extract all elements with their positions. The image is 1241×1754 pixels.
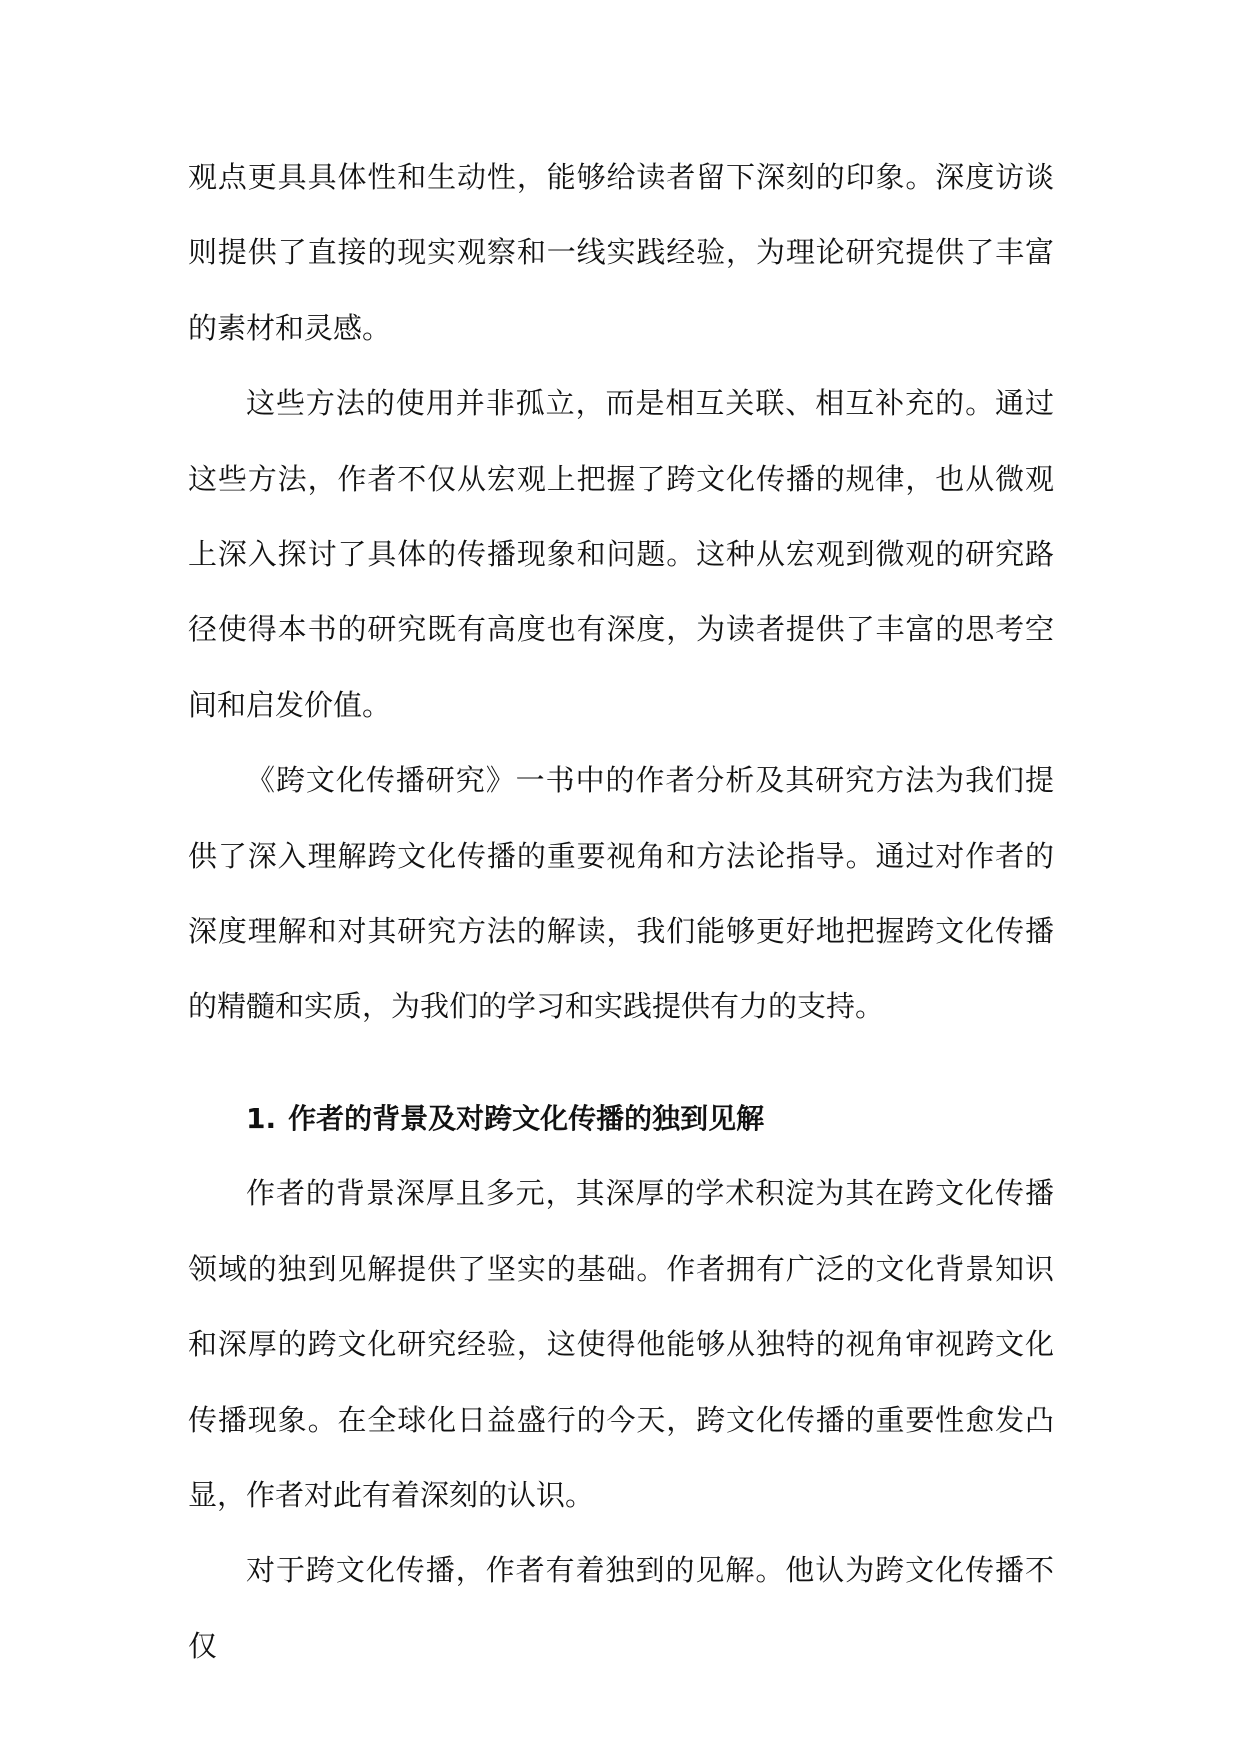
paragraph-continuation: 观点更具具体性和生动性，能够给读者留下深刻的印象。深度访谈则提供了直接的现实观察和一线实践经验，为理论研究提供了丰富的素材和灵感。 — [188, 160, 1054, 345]
paragraph-summary: 《跨文化传播研究》一书中的作者分析及其研究方法为我们提供了深入理解跨文化传播的重要视角和方法论指导。通过对作者的深度理解和对其研究方法的解读，我们能够更好地把握跨文化传播的精髓和实质，为我们的学习和实践提供有力的支持。 — [188, 763, 1054, 1024]
section-title: 作者的背景及对跨文化传播的独到见解 — [288, 1101, 765, 1135]
paragraph-author-background: 作者的背景深厚且多元，其深厚的学术积淀为其在跨文化传播领域的独到见解提供了坚实的基础。作者拥有广泛的文化背景知识和深厚的跨文化研究经验，这使得他能够从独特的视角审视跨文化传播现象。在全球化日益盛行的今天，跨文化传播的重要性愈发凸显，作者对此有着深刻的认识。 — [188, 1176, 1054, 1512]
paragraph-methods: 这些方法的使用并非孤立，而是相互关联、相互补充的。通过这些方法，作者不仅从宏观上把握了跨文化传播的规律，也从微观上深入探讨了具体的传播现象和问题。这种从宏观到微观的研究路径使得本书的研究既有高度也有深度，为读者提供了丰富的思考空间和启发价值。 — [188, 386, 1054, 722]
section-number: 1. — [246, 1101, 277, 1135]
text-column — [188, 140, 1054, 1684]
paragraph-author-insight: 对于跨文化传播，作者有着独到的见解。他认为跨文化传播不仅 — [188, 1553, 1054, 1663]
section-heading — [246, 1081, 1054, 1156]
